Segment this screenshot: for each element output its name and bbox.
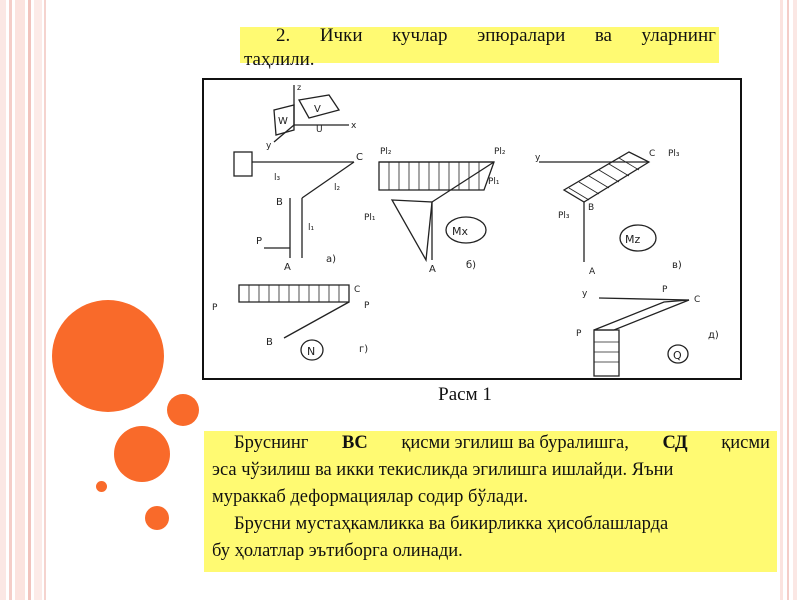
q-label: Q <box>673 349 682 362</box>
a-point-label-b: A <box>429 264 436 275</box>
title-line-2: таҳлили. <box>244 49 315 70</box>
axis-y-label: y <box>266 141 272 151</box>
p-label-g-right: P <box>364 301 370 311</box>
figure-caption <box>0 384 800 406</box>
a-point-label: A <box>284 262 291 273</box>
p-label-d: P <box>662 285 668 295</box>
v-label: V <box>314 104 321 115</box>
title-word: уларнинг <box>641 25 716 46</box>
title-line-1 <box>276 25 716 47</box>
figure-caption-text: Расм 1 <box>438 384 492 405</box>
paragraph-line-2: эса чўзилиш ва икки текисликда эгилишга ишлайди. Яъни <box>212 460 674 480</box>
frame-sketch-a <box>234 152 363 273</box>
p-label-a: P <box>256 236 263 247</box>
diagram-g-label: г) <box>359 344 369 355</box>
paragraph-line-1 <box>234 433 770 454</box>
torsion-diagram-v <box>535 149 682 277</box>
l2-label: l₂ <box>334 183 341 193</box>
hand-drawn-epure-diagrams <box>204 80 740 378</box>
diagram-b-label: б) <box>466 260 477 271</box>
paragraph-line-5: бу ҳолатлар эътиборга олинади. <box>212 541 463 561</box>
pl2-label: Pl₂ <box>380 147 392 157</box>
mx-label: Mx <box>452 225 469 238</box>
text-word: қисми эгилиш ва буралишга, <box>401 433 629 453</box>
p-label-g: P <box>212 303 218 313</box>
axis-z-label: z <box>297 83 302 92</box>
text-word: Бруснинг <box>234 433 309 453</box>
l3-label: l₃ <box>274 173 281 183</box>
tiny-orange-circle <box>96 481 107 492</box>
explanation-text-box <box>204 431 777 572</box>
a-label-v: A <box>589 267 596 277</box>
l1-label: l₁ <box>308 223 315 233</box>
cd-segment-label: СД <box>662 433 688 453</box>
paragraph-line-4: Брусни мустаҳкамликка ва бикирликка ҳисоблашларда <box>234 514 669 534</box>
p-label-d-left: P <box>576 329 582 339</box>
b-point-label: B <box>276 197 283 208</box>
mz-label: Mz <box>625 233 641 246</box>
c-label-g: C <box>354 285 361 295</box>
medium-orange-circle <box>114 426 170 482</box>
text-word: қисми <box>721 433 770 453</box>
c-label-v: C <box>649 149 656 159</box>
axis-x-label: x <box>351 121 357 131</box>
diagram-figure <box>202 78 742 380</box>
w-label: W <box>278 116 288 127</box>
title-word: эпюралари <box>477 25 566 46</box>
b-label-v: B <box>588 203 595 213</box>
small-orange-circle-2 <box>145 506 169 530</box>
n-label: N <box>307 345 316 358</box>
pl1-label: Pl₁ <box>488 177 500 187</box>
left-decorative-stripes <box>0 0 48 600</box>
axis-triad-sketch <box>266 83 357 151</box>
title-word: ва <box>594 25 612 46</box>
c-point-label: C <box>356 152 363 163</box>
section-title <box>240 25 719 70</box>
moment-diagram-b <box>364 147 506 275</box>
pl3-label-v-bottom: Pl₃ <box>558 211 570 221</box>
title-word: 2. <box>276 25 291 46</box>
paragraph-line-3: мураккаб деформациялар содир бўлади. <box>212 487 528 507</box>
mark-label: y <box>535 153 541 163</box>
mark-label-d: y <box>582 289 588 299</box>
pl2-label-right: Pl₂ <box>494 147 506 157</box>
diagram-d-label: д) <box>708 330 719 341</box>
normal-force-diagram-g <box>212 285 370 360</box>
title-word: кучлар <box>392 25 448 46</box>
c-label-d: C <box>694 295 701 305</box>
shear-force-diagram-d <box>576 285 719 376</box>
b-label-g: B <box>266 337 273 348</box>
bc-segment-label: BC <box>342 433 368 453</box>
diagram-a-label: a) <box>326 254 337 265</box>
u-label: U <box>316 125 323 135</box>
pl3-label-v: Pl₃ <box>668 149 680 159</box>
title-word: Ички <box>319 25 363 46</box>
diagram-v-label: в) <box>672 260 682 271</box>
pl1-label-bottom: Pl₁ <box>364 213 376 223</box>
